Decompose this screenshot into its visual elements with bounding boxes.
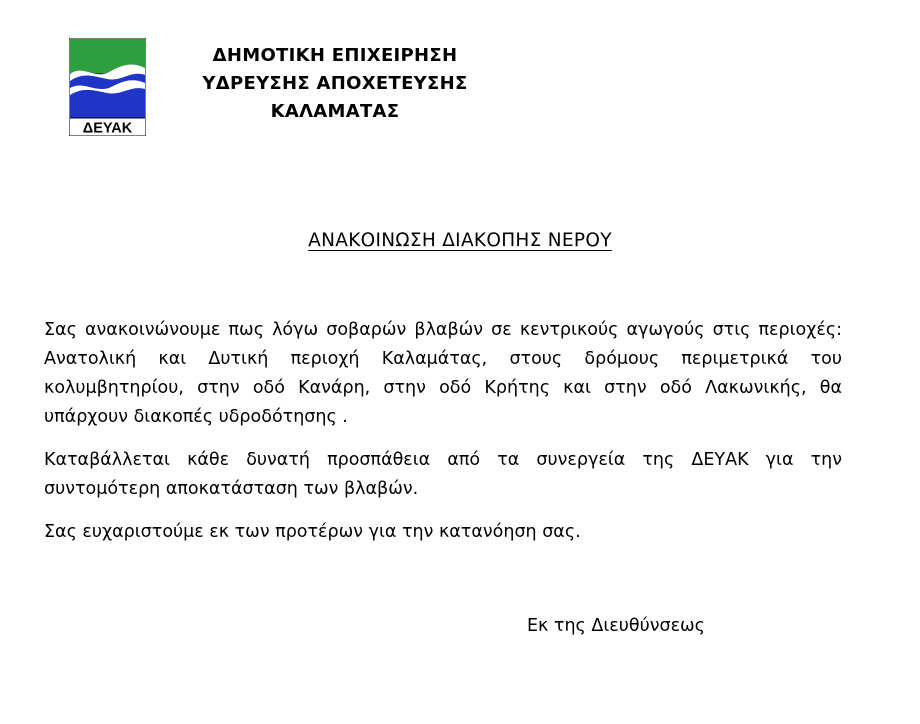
organization-name — [180, 42, 490, 126]
deyak-logo — [69, 38, 146, 136]
announcement-body — [44, 316, 842, 561]
body-paragraph: Καταβάλλεται κάθε δυνατή προσπάθεια από τα συνεργεία της ΔΕΥΑΚ για την συντομότερη αποκατάσταση των βλαβών. — [44, 450, 842, 499]
body-paragraph: Σας ευχαριστούμε εκ των προτέρων για την κατανόηση σας. — [44, 522, 581, 542]
organization-name-line: ΔΗΜΟΤΙΚΗ ΕΠΙΧΕΙΡΗΣΗ — [212, 45, 458, 66]
organization-name-line: ΥΔΡΕΥΣΗΣ ΑΠΟΧΕΤΕΥΣΗΣ — [202, 73, 468, 94]
body-paragraph: Σας ανακοινώνουμε πως λόγω σοβαρών βλαβών σε κεντρικούς αγωγούς στις περιοχές: Ανατολική και Δυτική περιοχή Καλαμάτας, στους δρόμους περιμετρικά του κολυμβητηρίου, στην οδό Κανάρη, στην οδό Κρήτης και στην οδό Λακωνικής, θα υπάρχουν διακοπές υδροδότησης . — [44, 320, 842, 427]
announcement-title: ΑΝΑΚΟΙΝΩΣΗ ΔΙΑΚΟΠΗΣ ΝΕΡΟΥ — [308, 230, 612, 251]
organization-name-line: ΚΑΛΑΜΑΤΑΣ — [270, 101, 400, 122]
water-waves-logo-icon — [69, 38, 146, 136]
logo-text: ΔΕΥΑΚ — [82, 120, 133, 136]
signature: Εκ της Διευθύνσεως — [527, 616, 705, 636]
